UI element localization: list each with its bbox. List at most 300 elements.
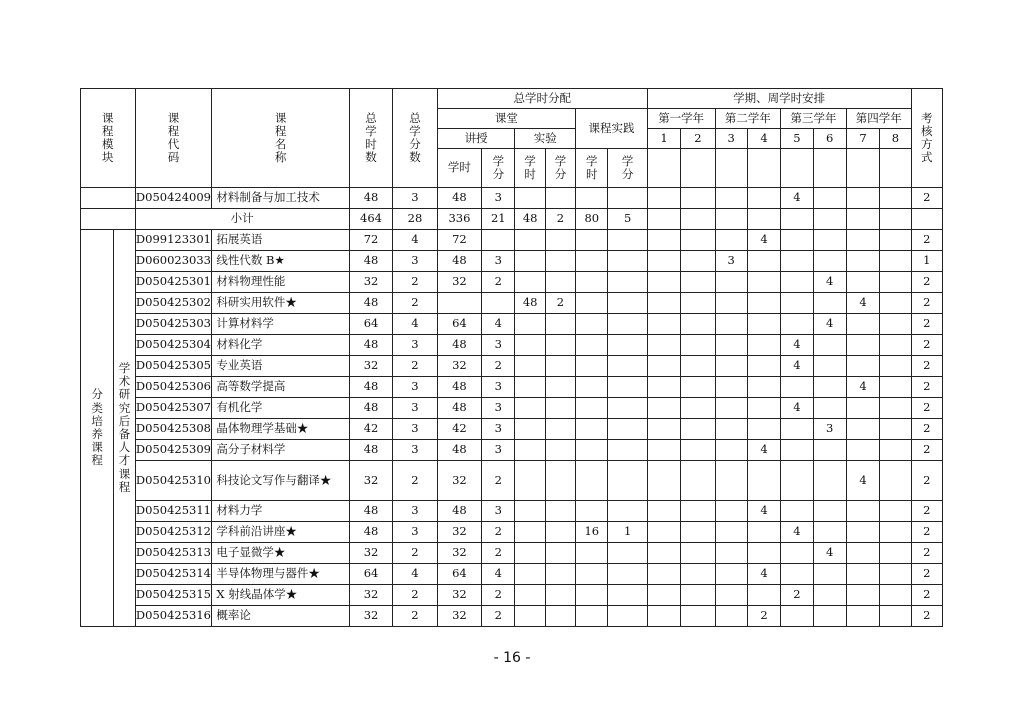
semester-hours-8: [880, 188, 911, 209]
semester-hours-7: [846, 272, 879, 293]
semester-hours-2: [681, 293, 715, 314]
semester-hours-6: [813, 606, 846, 627]
semester-hours-2: [681, 522, 715, 543]
blank-cell: [715, 209, 747, 230]
semester-hours-2: [681, 543, 715, 564]
course-tc: 3: [393, 440, 437, 461]
semester-hours-3: [715, 440, 747, 461]
course-pc: [608, 251, 647, 272]
semester-hours-2: [681, 230, 715, 251]
course-xh: [515, 501, 545, 522]
course-th: 48: [349, 188, 392, 209]
course-xc: [545, 251, 575, 272]
semester-hours-1: [647, 314, 680, 335]
blank-cell: [715, 149, 747, 188]
course-tc: 4: [393, 314, 437, 335]
semester-hours-5: [781, 501, 813, 522]
course-name: 概率论: [212, 606, 349, 627]
table-row: [81, 272, 943, 293]
course-name: 专业英语: [212, 356, 349, 377]
course-name: 晶体物理学基础★: [212, 419, 349, 440]
course-lc: 2: [482, 606, 515, 627]
course-tc: 2: [393, 543, 437, 564]
course-th: 64: [349, 314, 392, 335]
course-code: D050425309: [135, 440, 212, 461]
course-code: D050425313: [135, 543, 212, 564]
semester-hours-4: [747, 335, 780, 356]
course-name: 科技论文写作与翻译★: [212, 461, 349, 501]
semester-hours-6: [813, 398, 846, 419]
table-row: [81, 522, 943, 543]
course-code: D050425315: [135, 585, 212, 606]
semester-hours-8: [880, 522, 911, 543]
course-xh: [515, 251, 545, 272]
table-row: [81, 188, 943, 209]
course-code: D050425314: [135, 564, 212, 585]
semester-hours-6: [813, 230, 846, 251]
semester-hours-7: 4: [846, 377, 879, 398]
course-xh: [515, 314, 545, 335]
course-exam-type: 2: [911, 230, 942, 251]
semester-hours-4: 4: [747, 564, 780, 585]
course-lc: 2: [482, 356, 515, 377]
course-tc: 4: [393, 230, 437, 251]
header-semester-6: 6: [813, 129, 846, 149]
course-pc: [608, 188, 647, 209]
course-th: 32: [349, 585, 392, 606]
semester-hours-8: [880, 251, 911, 272]
semester-hours-6: [813, 585, 846, 606]
course-pc: [608, 293, 647, 314]
course-xh: [515, 440, 545, 461]
semester-hours-1: [647, 585, 680, 606]
semester-hours-6: [813, 522, 846, 543]
semester-hours-5: 4: [781, 522, 813, 543]
course-exam-type: 2: [911, 377, 942, 398]
course-name: 拓展英语: [212, 230, 349, 251]
course-lc: 4: [482, 564, 515, 585]
table-row: [81, 585, 943, 606]
course-lh: 72: [437, 230, 481, 251]
course-ph: [576, 606, 608, 627]
semester-hours-3: [715, 564, 747, 585]
semester-hours-5: 4: [781, 398, 813, 419]
course-xc: [545, 606, 575, 627]
course-code: D099123301: [135, 230, 212, 251]
course-ph: [576, 585, 608, 606]
course-ph: [576, 501, 608, 522]
blank-cell: [781, 149, 813, 188]
course-pc: [608, 230, 647, 251]
course-code: D050425311: [135, 501, 212, 522]
course-lh: 32: [437, 522, 481, 543]
semester-hours-7: [846, 522, 879, 543]
semester-hours-8: [880, 606, 911, 627]
semester-hours-4: [747, 314, 780, 335]
course-pc: [608, 440, 647, 461]
header-lecture-hours: 学时: [437, 149, 481, 188]
course-lh: 32: [437, 585, 481, 606]
semester-hours-5: [781, 230, 813, 251]
course-code: D050425302: [135, 293, 212, 314]
course-xh: 48: [515, 293, 545, 314]
semester-hours-5: [781, 461, 813, 501]
course-lh: 64: [437, 314, 481, 335]
course-tc: 2: [393, 606, 437, 627]
course-lh: 48: [437, 188, 481, 209]
course-xc: [545, 419, 575, 440]
header-semester-3: 3: [715, 129, 747, 149]
course-xh: [515, 272, 545, 293]
course-exam-type: 2: [911, 440, 942, 461]
semester-hours-3: [715, 230, 747, 251]
semester-hours-8: [880, 419, 911, 440]
course-name: 电子显微学★: [212, 543, 349, 564]
semester-hours-3: [715, 398, 747, 419]
course-tc: 3: [393, 251, 437, 272]
header-module: 课 程 模 块: [81, 89, 136, 188]
semester-hours-1: [647, 293, 680, 314]
course-exam-type: 2: [911, 564, 942, 585]
semester-hours-8: [880, 564, 911, 585]
semester-hours-4: 2: [747, 606, 780, 627]
semester-hours-8: [880, 543, 911, 564]
course-lc: 3: [482, 335, 515, 356]
semester-hours-2: [681, 440, 715, 461]
course-xh: [515, 377, 545, 398]
semester-hours-7: [846, 440, 879, 461]
course-xc: [545, 440, 575, 461]
header-lab: 实验: [515, 129, 576, 149]
course-code: D050425307: [135, 398, 212, 419]
table-row: [81, 564, 943, 585]
semester-hours-3: [715, 293, 747, 314]
semester-hours-8: [880, 314, 911, 335]
subtotal-label: 小计: [135, 209, 349, 230]
semester-hours-5: [781, 543, 813, 564]
blank-cell: [681, 209, 715, 230]
semester-hours-1: [647, 543, 680, 564]
course-pc: [608, 419, 647, 440]
course-xc: [545, 398, 575, 419]
header-code: 课 程 代 码: [135, 89, 212, 188]
course-pc: [608, 335, 647, 356]
course-code: D050425310: [135, 461, 212, 501]
table-row: [81, 543, 943, 564]
course-lh: 48: [437, 251, 481, 272]
course-xc: [545, 356, 575, 377]
course-xh: [515, 585, 545, 606]
semester-hours-5: [781, 272, 813, 293]
table-row: [81, 419, 943, 440]
semester-hours-3: [715, 585, 747, 606]
course-pc: [608, 314, 647, 335]
course-xh: [515, 461, 545, 501]
semester-hours-2: [681, 272, 715, 293]
semester-hours-4: [747, 272, 780, 293]
blank-cell: [880, 149, 911, 188]
semester-hours-3: [715, 356, 747, 377]
semester-hours-6: [813, 461, 846, 501]
semester-hours-3: [715, 335, 747, 356]
course-ph: [576, 398, 608, 419]
blank-cell: [681, 149, 715, 188]
course-exam-type: 2: [911, 461, 942, 501]
semester-hours-8: [880, 398, 911, 419]
semester-hours-6: [813, 188, 846, 209]
course-lc: 3: [482, 440, 515, 461]
semester-hours-8: [880, 293, 911, 314]
semester-hours-2: [681, 335, 715, 356]
semester-hours-4: [747, 377, 780, 398]
course-exam-type: 2: [911, 606, 942, 627]
course-th: 32: [349, 356, 392, 377]
course-xh: [515, 522, 545, 543]
course-pc: [608, 461, 647, 501]
header-total-credits: 总 学 分 数: [393, 89, 437, 188]
header-name: 课 程 名 称: [212, 89, 349, 188]
table-row: [81, 356, 943, 377]
table-row: [81, 398, 943, 419]
course-lh: 64: [437, 564, 481, 585]
course-pc: [608, 398, 647, 419]
course-lc: 3: [482, 398, 515, 419]
subtotal-xh: 48: [515, 209, 545, 230]
course-lc: 3: [482, 377, 515, 398]
course-th: 48: [349, 522, 392, 543]
course-name: 半导体物理与器件★: [212, 564, 349, 585]
course-th: 48: [349, 293, 392, 314]
semester-hours-7: [846, 230, 879, 251]
course-tc: 3: [393, 335, 437, 356]
semester-hours-4: 4: [747, 501, 780, 522]
table-row: [81, 606, 943, 627]
course-name: X 射线晶体学★: [212, 585, 349, 606]
course-tc: 3: [393, 188, 437, 209]
semester-hours-2: [681, 461, 715, 501]
semester-hours-8: [880, 461, 911, 501]
semester-hours-5: [781, 606, 813, 627]
course-pc: [608, 377, 647, 398]
semester-hours-1: [647, 230, 680, 251]
semester-hours-1: [647, 377, 680, 398]
semester-hours-1: [647, 356, 680, 377]
subtotal-pc: 5: [608, 209, 647, 230]
course-lc: [482, 293, 515, 314]
semester-hours-7: [846, 585, 879, 606]
header-total-hours: 总 学 时 数: [349, 89, 392, 188]
header-year-1: 第一学年: [647, 109, 715, 129]
header-practice-credits: 学 分: [608, 149, 647, 188]
course-xh: [515, 188, 545, 209]
course-lc: 2: [482, 461, 515, 501]
course-name: 高分子材料学: [212, 440, 349, 461]
semester-hours-7: [846, 335, 879, 356]
semester-hours-1: [647, 440, 680, 461]
semester-hours-4: [747, 398, 780, 419]
semester-hours-3: [715, 314, 747, 335]
blank-cell: [813, 209, 846, 230]
subtotal-lc: 21: [482, 209, 515, 230]
semester-hours-5: 4: [781, 356, 813, 377]
course-lc: 3: [482, 419, 515, 440]
course-exam-type: 2: [911, 335, 942, 356]
semester-hours-4: [747, 356, 780, 377]
semester-hours-3: [715, 501, 747, 522]
header-exam: 考 核 方 式: [911, 89, 942, 188]
semester-hours-7: [846, 501, 879, 522]
semester-hours-1: [647, 606, 680, 627]
semester-hours-4: [747, 293, 780, 314]
semester-hours-7: [846, 188, 879, 209]
semester-hours-6: [813, 251, 846, 272]
group-module-label: 分 类 培 养 课 程: [81, 230, 114, 627]
blank-cell: [747, 209, 780, 230]
semester-hours-7: [846, 356, 879, 377]
blank-cell: [880, 209, 911, 230]
semester-hours-2: [681, 377, 715, 398]
semester-hours-6: 4: [813, 543, 846, 564]
semester-hours-7: [846, 419, 879, 440]
header-lab-hours: 学 时: [515, 149, 545, 188]
header-year-2: 第二学年: [715, 109, 781, 129]
course-name: 高等数学提高: [212, 377, 349, 398]
course-exam-type: 2: [911, 188, 942, 209]
semester-hours-3: [715, 461, 747, 501]
semester-hours-3: [715, 522, 747, 543]
semester-hours-5: [781, 314, 813, 335]
course-code: D050424009: [135, 188, 212, 209]
course-tc: 2: [393, 356, 437, 377]
course-th: 48: [349, 335, 392, 356]
course-code: D050425305: [135, 356, 212, 377]
course-ph: [576, 440, 608, 461]
course-ph: 16: [576, 522, 608, 543]
course-name: 材料制备与加工技术: [212, 188, 349, 209]
course-tc: 2: [393, 585, 437, 606]
course-xc: [545, 230, 575, 251]
course-ph: [576, 543, 608, 564]
course-lc: 2: [482, 585, 515, 606]
course-lh: [437, 293, 481, 314]
course-ph: [576, 188, 608, 209]
blank-cell: [747, 149, 780, 188]
header-practice: 课程实践: [576, 109, 648, 149]
course-lh: 48: [437, 377, 481, 398]
semester-hours-4: [747, 585, 780, 606]
table-row: [81, 293, 943, 314]
course-xc: 2: [545, 293, 575, 314]
semester-hours-7: 4: [846, 461, 879, 501]
course-tc: 3: [393, 398, 437, 419]
header-schedule: 学期、周学时安排: [647, 89, 911, 109]
semester-hours-4: [747, 522, 780, 543]
header-semester-5: 5: [781, 129, 813, 149]
semester-hours-5: [781, 251, 813, 272]
semester-hours-6: [813, 377, 846, 398]
semester-hours-7: [846, 606, 879, 627]
course-lc: 2: [482, 272, 515, 293]
course-th: 48: [349, 377, 392, 398]
course-th: 48: [349, 251, 392, 272]
course-xh: [515, 335, 545, 356]
course-th: 32: [349, 272, 392, 293]
course-lh: 32: [437, 461, 481, 501]
course-tc: 2: [393, 461, 437, 501]
semester-hours-8: [880, 377, 911, 398]
course-pc: [608, 585, 647, 606]
semester-hours-5: [781, 293, 813, 314]
semester-hours-5: 4: [781, 188, 813, 209]
table-row: [81, 230, 943, 251]
semester-hours-5: [781, 564, 813, 585]
course-xh: [515, 419, 545, 440]
course-exam-type: 2: [911, 522, 942, 543]
course-lc: 3: [482, 501, 515, 522]
course-xh: [515, 606, 545, 627]
course-exam-type: 2: [911, 543, 942, 564]
course-tc: 2: [393, 272, 437, 293]
course-ph: [576, 377, 608, 398]
semester-hours-3: [715, 188, 747, 209]
group-sub-label: 学 术 研 究 后 备 人 才 课 程: [114, 230, 135, 627]
course-xh: [515, 356, 545, 377]
course-name: 有机化学: [212, 398, 349, 419]
semester-hours-7: [846, 251, 879, 272]
semester-hours-4: [747, 543, 780, 564]
semester-hours-6: [813, 440, 846, 461]
blank-cell: [846, 149, 879, 188]
semester-hours-5: 4: [781, 335, 813, 356]
semester-hours-8: [880, 230, 911, 251]
semester-hours-3: 3: [715, 251, 747, 272]
semester-hours-3: [715, 606, 747, 627]
course-th: 48: [349, 398, 392, 419]
semester-hours-2: [681, 356, 715, 377]
semester-hours-2: [681, 606, 715, 627]
header-lecture: 讲授: [437, 129, 515, 149]
course-code: D050425301: [135, 272, 212, 293]
semester-hours-8: [880, 585, 911, 606]
header-semester-4: 4: [747, 129, 780, 149]
course-lc: 2: [482, 522, 515, 543]
semester-hours-3: [715, 377, 747, 398]
course-exam-type: 2: [911, 356, 942, 377]
blank-cell: [781, 209, 813, 230]
semester-hours-5: [781, 440, 813, 461]
semester-hours-8: [880, 272, 911, 293]
course-pc: [608, 501, 647, 522]
course-xc: [545, 272, 575, 293]
course-xc: [545, 501, 575, 522]
course-code: D050425308: [135, 419, 212, 440]
semester-hours-6: [813, 293, 846, 314]
blank-cell: [813, 149, 846, 188]
semester-hours-3: [715, 543, 747, 564]
course-lh: 48: [437, 501, 481, 522]
course-xh: [515, 543, 545, 564]
course-exam-type: 2: [911, 419, 942, 440]
header-allocation: 总学时分配: [437, 89, 647, 109]
semester-hours-2: [681, 188, 715, 209]
semester-hours-1: [647, 419, 680, 440]
course-name: 计算材料学: [212, 314, 349, 335]
semester-hours-5: [781, 377, 813, 398]
blank-cell: [846, 209, 879, 230]
course-th: 32: [349, 606, 392, 627]
semester-hours-6: 3: [813, 419, 846, 440]
semester-hours-7: [846, 564, 879, 585]
